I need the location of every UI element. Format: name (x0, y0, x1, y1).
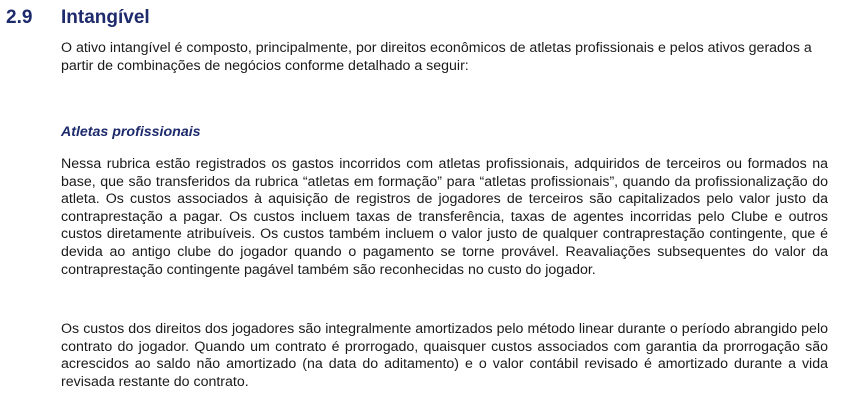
section-number: 2.9 (6, 7, 33, 28)
body-paragraph-1 (61, 156, 828, 279)
subsection-title: Atletas profissionais (61, 124, 201, 140)
paragraph-text: Os custos dos direitos dos jogadores são integralmente amortizados pelo método linear durante o período abrangido pelo contrato do jogador. Quando um contrato é prorrogado, quaisquer custos associados com garantia da prorrogação são acrescidos ao saldo não amortizado (na data do aditamento) e o valor contábil revisado é amortizado durante a vida revisada restante do contrato. (61, 321, 828, 390)
paragraph-text: Nessa rubrica estão registrados os gastos incorridos com atletas profissionais, adquiridos de terceiros ou formados na base, que são transferidos da rubrica “atletas em formação” para “atletas profissionais”, quando da profissionalização do atleta. Os custos associados à aquisição de registros de jogadores de terceiros são capitalizados pelo valor justo da contraprestação a pagar. Os custos incluem taxas de transferência, taxas de agentes incorridas pelo Clube e outros custos diretamente atribuíveis. Os custos também incluem o valor justo de qualquer contraprestação contingente, que é devida ao antigo clube do jogador quando o pagamento se torne provável. Reavaliações subsequentes do valor da contraprestação contingente pagável também são reconhecidas no custo do jogador. (61, 156, 828, 278)
intro-paragraph (61, 40, 828, 75)
section-title: Intangível (61, 7, 150, 28)
body-paragraph-2 (61, 321, 828, 391)
intro-text: O ativo intangível é composto, principalmente, por direitos econômicos de atletas profissionais e pelos ativos gerados a partir de combinações de negócios conforme detalhado a seguir: (61, 40, 812, 74)
section-heading (6, 5, 150, 33)
